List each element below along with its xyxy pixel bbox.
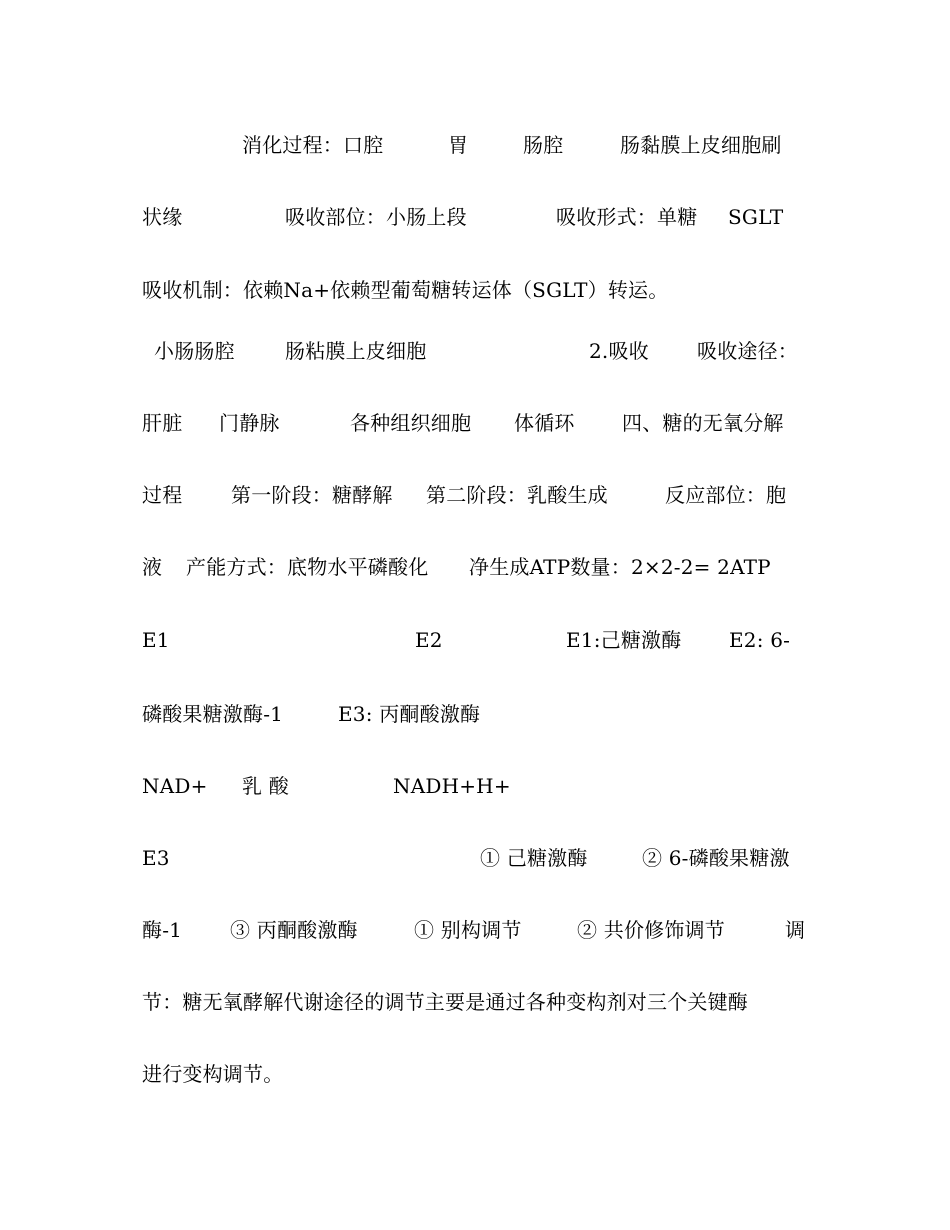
- text-line: [0, 405, 950, 441]
- text-line: [0, 1056, 950, 1092]
- text-line: [0, 984, 950, 1020]
- text-segment: ① 己糖激酶: [480, 846, 588, 870]
- text-line: [0, 477, 950, 513]
- text-segment: 消化过程：口腔: [242, 133, 384, 157]
- text-segment: NAD+: [142, 774, 208, 798]
- text-segment: 肠腔: [523, 133, 564, 157]
- text-segment: E1: [142, 628, 170, 652]
- text-segment: 胃: [448, 133, 469, 157]
- text-line: [0, 840, 950, 876]
- text-segment: 液: [142, 555, 163, 579]
- text-segment: ② 共价修饰调节: [577, 918, 725, 942]
- text-segment: E2: 6-: [729, 628, 791, 652]
- text-segment: 肝脏: [142, 411, 183, 435]
- text-line: [0, 696, 950, 732]
- text-segment: 乳 酸: [242, 774, 289, 798]
- text-segment: 吸收途径：: [697, 339, 798, 363]
- text-line: [0, 127, 950, 163]
- text-segment: 肠黏膜上皮细胞刷: [620, 133, 782, 157]
- text-line: [0, 272, 950, 308]
- text-segment: 四、糖的无氧分解: [622, 411, 784, 435]
- text-segment: 反应部位：胞: [665, 483, 787, 507]
- text-line: [0, 912, 950, 948]
- text-line: [0, 549, 950, 585]
- text-line: [0, 768, 950, 804]
- text-segment: 第二阶段：乳酸生成: [426, 483, 608, 507]
- text-segment: 进行变构调节。: [142, 1062, 284, 1086]
- text-segment: 各种组织细胞: [350, 411, 472, 435]
- text-segment: 吸收形式：单糖: [556, 205, 698, 229]
- text-line: [0, 199, 950, 235]
- text-segment: 调: [785, 918, 806, 942]
- text-segment: 吸收机制：依赖Na+依赖型葡萄糖转运体（SGLT）转运。: [142, 278, 669, 302]
- text-line: [0, 333, 950, 369]
- text-segment: E3: 丙酮酸激酶: [338, 702, 481, 726]
- text-segment: 节：糖无氧酵解代谢途径的调节主要是通过各种变构剂对三个关键酶: [142, 990, 748, 1014]
- text-segment: 产能方式：底物水平磷酸化: [186, 555, 429, 579]
- text-segment: 肠粘膜上皮细胞: [285, 339, 427, 363]
- text-segment: 净生成ATP数量：2×2-2= 2ATP: [469, 555, 771, 579]
- text-segment: 过程: [142, 483, 183, 507]
- text-segment: ① 别构调节: [414, 918, 522, 942]
- text-segment: 体循环: [514, 411, 575, 435]
- text-segment: 状缘: [142, 205, 183, 229]
- text-segment: 第一阶段：糖酵解: [231, 483, 393, 507]
- text-segment: 2.吸收: [589, 339, 649, 363]
- text-segment: E2: [415, 628, 443, 652]
- text-line: [0, 622, 950, 658]
- text-segment: E3: [142, 846, 170, 870]
- text-segment: 小肠肠腔: [154, 339, 235, 363]
- text-segment: ③ 丙酮酸激酶: [230, 918, 358, 942]
- text-segment: 酶-1: [142, 918, 183, 942]
- text-segment: 磷酸果糖激酶-1: [142, 702, 284, 726]
- text-segment: E1:己糖激酶: [566, 628, 682, 652]
- text-segment: ② 6-磷酸果糖激: [642, 846, 790, 870]
- text-segment: 门静脉: [219, 411, 280, 435]
- text-segment: SGLT: [728, 205, 784, 229]
- text-segment: 吸收部位：小肠上段: [285, 205, 467, 229]
- text-segment: NADH+H+: [393, 774, 511, 798]
